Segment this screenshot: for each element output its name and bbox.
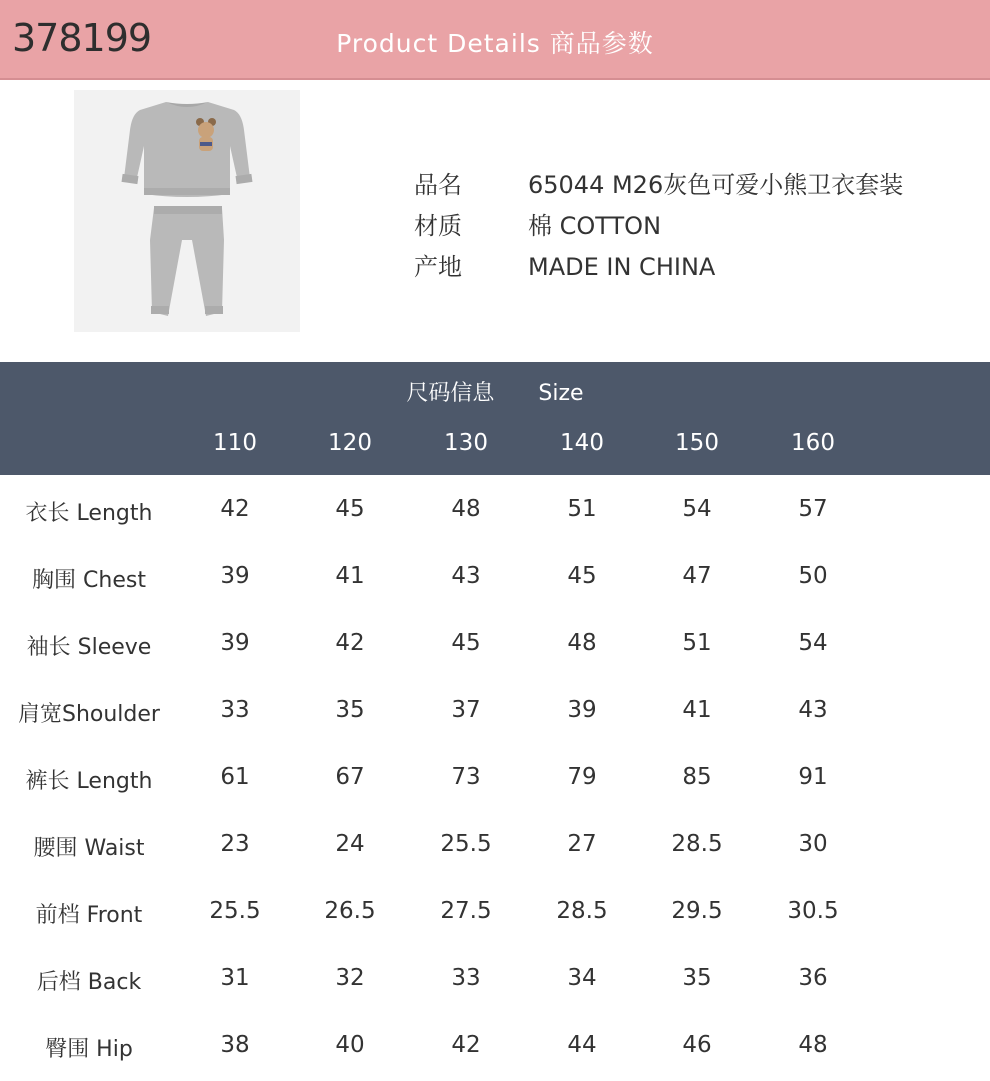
product-info [414, 165, 903, 288]
measurement-label: 袖长 Sleeve [26, 635, 152, 660]
table-cell: 48 [567, 630, 597, 656]
size-column-header: 120 [328, 430, 372, 456]
measurement-label: 臀围 Hip [45, 1037, 133, 1062]
table-cell: 57 [798, 496, 828, 522]
table-cell: 51 [567, 496, 597, 522]
product-name-value: 65044 M26灰色可爱小熊卫衣套装 [528, 171, 904, 199]
table-cell: 42 [451, 1032, 481, 1058]
table-cell: 30 [798, 831, 828, 857]
table-cell: 45 [335, 496, 365, 522]
measurement-label: 裤长 Length [25, 769, 153, 794]
size-column-header: 140 [560, 430, 604, 456]
product-name-row [414, 165, 903, 206]
table-cell: 31 [220, 965, 250, 991]
table-row [0, 880, 990, 947]
table-cell: 45 [451, 630, 481, 656]
table-cell: 28.5 [556, 898, 608, 924]
product-image [74, 90, 300, 332]
table-cell: 29.5 [671, 898, 723, 924]
table-cell: 41 [682, 697, 712, 723]
measurement-label: 前档 Front [35, 903, 143, 928]
table-cell: 91 [798, 764, 828, 790]
table-cell: 39 [220, 563, 250, 589]
table-row [0, 545, 990, 612]
table-cell: 44 [567, 1032, 597, 1058]
size-table-header [0, 362, 990, 475]
size-column-header: 150 [675, 430, 719, 456]
product-name-label: 品名 [414, 171, 462, 199]
origin-row [414, 247, 903, 288]
table-cell: 42 [335, 630, 365, 656]
table-cell: 28.5 [671, 831, 723, 857]
material-value: 棉 COTTON [528, 212, 662, 240]
table-cell: 48 [451, 496, 481, 522]
table-cell: 43 [798, 697, 828, 723]
table-cell: 26.5 [324, 898, 376, 924]
measurement-label: 后档 Back [36, 970, 142, 995]
table-cell: 27.5 [440, 898, 492, 924]
measurement-label: 衣长 Length [25, 501, 153, 526]
table-cell: 40 [335, 1032, 365, 1058]
table-row [0, 612, 990, 679]
size-title-en: Size [538, 381, 584, 406]
table-cell: 39 [220, 630, 250, 656]
size-column-header: 130 [444, 430, 488, 456]
table-cell: 73 [451, 764, 481, 790]
size-column-header: 160 [791, 430, 835, 456]
table-cell: 51 [682, 630, 712, 656]
table-cell: 36 [798, 965, 828, 991]
table-row [0, 1014, 990, 1081]
table-cell: 85 [682, 764, 712, 790]
table-cell: 47 [682, 563, 712, 589]
table-cell: 79 [567, 764, 597, 790]
table-cell: 37 [451, 697, 481, 723]
measurement-label: 胸围 Chest [32, 568, 146, 593]
table-cell: 41 [335, 563, 365, 589]
table-cell: 25.5 [440, 831, 492, 857]
page-title: Product Details 商品参数 [336, 29, 654, 58]
table-row [0, 679, 990, 746]
size-table-title [0, 376, 990, 407]
table-cell: 61 [220, 764, 250, 790]
measurement-label: 腰围 Waist [33, 836, 145, 861]
table-cell: 33 [220, 697, 250, 723]
table-cell: 35 [682, 965, 712, 991]
table-row [0, 746, 990, 813]
measurement-label: 肩宽Shoulder [18, 702, 160, 727]
product-code: 378199 [12, 16, 152, 60]
material-label: 材质 [414, 212, 462, 240]
table-cell: 54 [798, 630, 828, 656]
table-cell: 33 [451, 965, 481, 991]
table-cell: 43 [451, 563, 481, 589]
table-row [0, 947, 990, 1014]
origin-label: 产地 [414, 253, 462, 281]
table-cell: 24 [335, 831, 365, 857]
size-column-header: 110 [213, 430, 257, 456]
material-row [414, 206, 903, 247]
table-cell: 42 [220, 496, 250, 522]
header-bar [0, 0, 990, 80]
size-title-cn: 尺码信息 [406, 381, 495, 406]
table-cell: 54 [682, 496, 712, 522]
table-cell: 67 [335, 764, 365, 790]
table-cell: 45 [567, 563, 597, 589]
table-row [0, 813, 990, 880]
table-cell: 38 [220, 1032, 250, 1058]
table-cell: 32 [335, 965, 365, 991]
table-cell: 35 [335, 697, 365, 723]
table-cell: 30.5 [787, 898, 839, 924]
table-cell: 27 [567, 831, 597, 857]
origin-value: MADE IN CHINA [528, 253, 716, 281]
table-cell: 25.5 [209, 898, 261, 924]
table-row [0, 478, 990, 545]
table-cell: 50 [798, 563, 828, 589]
table-cell: 34 [567, 965, 597, 991]
table-cell: 39 [567, 697, 597, 723]
table-cell: 23 [220, 831, 250, 857]
grey-sweatshirt-and-pants-set-icon [74, 90, 300, 332]
table-cell: 48 [798, 1032, 828, 1058]
table-cell: 46 [682, 1032, 712, 1058]
